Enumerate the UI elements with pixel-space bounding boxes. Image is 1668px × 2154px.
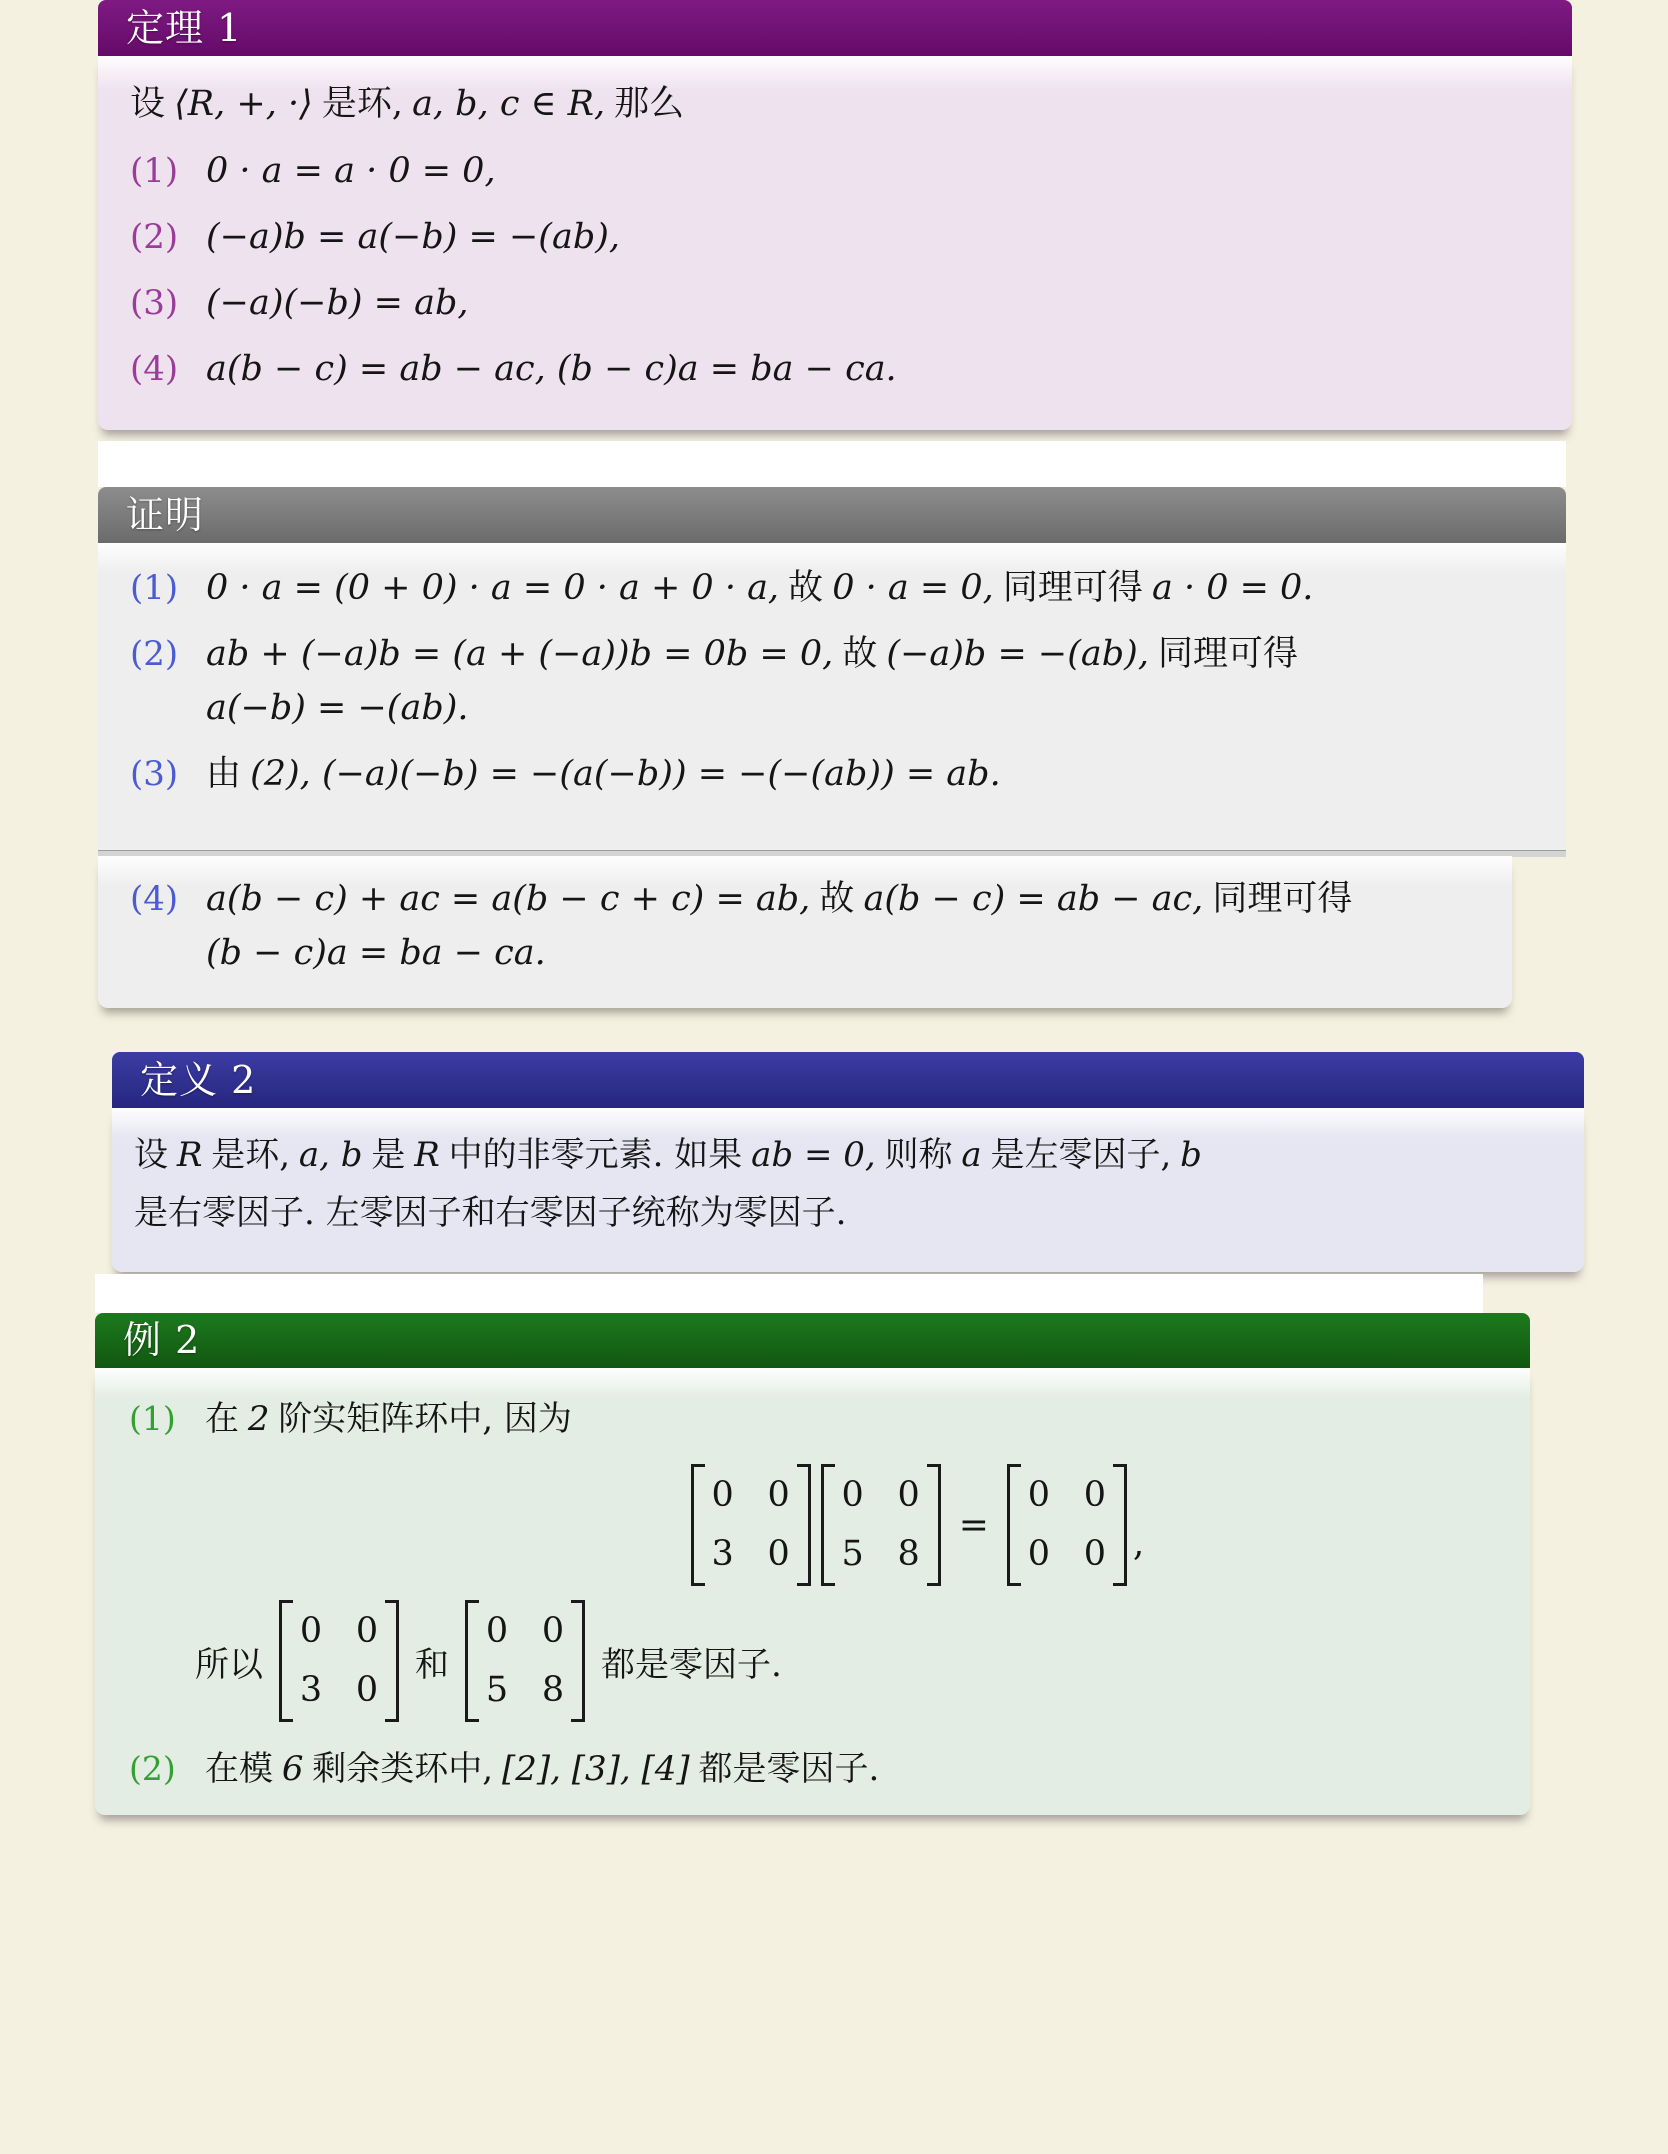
proof-block: [98, 487, 1566, 852]
equals-sign: =: [958, 1504, 989, 1546]
proof-item: [130, 627, 1536, 735]
conclusion-connector: 和: [415, 1644, 449, 1685]
item-text: a(b − c) + ac = a(b − c + c) = ab, 故 a(b − c) = ab − ac, 同理可得: [206, 879, 1353, 919]
matrix-b: [465, 1600, 585, 1722]
matrix-cell: 0: [355, 1670, 379, 1710]
item-text-continuation: a(−b) = −(ab).: [206, 688, 469, 728]
definition-body: [112, 1108, 1584, 1272]
proof-title: 证明: [126, 493, 205, 537]
item-text-continuation: (b − c)a = ba − ca.: [206, 933, 546, 973]
matrix-a: [691, 1464, 811, 1586]
definition-header: [112, 1052, 1584, 1108]
background-gap: [98, 441, 1566, 487]
matrix-cell: 0: [711, 1475, 734, 1515]
item-text: (−a)b = a(−b) = −(ab),: [206, 217, 621, 257]
item-number: (2): [129, 1749, 176, 1788]
proof-block-part2: [98, 856, 1512, 1008]
proof-item: [130, 561, 1536, 615]
theorem-block: [98, 0, 1572, 430]
item-text: (−a)(−b) = ab,: [206, 283, 469, 323]
example-item: [129, 1392, 1496, 1446]
definition-block: [112, 1052, 1584, 1272]
proof-body-part2: [98, 856, 1512, 1008]
item-number: (3): [130, 754, 179, 794]
theorem-header: [98, 0, 1572, 56]
matrix-a: [279, 1600, 399, 1722]
item-number: (1): [129, 1399, 176, 1438]
item-number: (2): [130, 217, 179, 257]
matrix-cell: 8: [897, 1534, 920, 1574]
matrix-cell: 0: [767, 1475, 790, 1515]
example-header: [95, 1313, 1530, 1368]
matrix-product: [1007, 1464, 1127, 1586]
example-block: [95, 1313, 1530, 1815]
item-number: (4): [130, 879, 179, 919]
matrix-cell: 0: [541, 1611, 565, 1651]
equation-row: [129, 1464, 1496, 1586]
matrix-cell: 0: [841, 1475, 864, 1515]
definition-line: 是右零因子. 左零因子和右零因子统称为零因子.: [134, 1193, 847, 1233]
matrix-cell: 0: [355, 1611, 379, 1651]
matrix-cell: 5: [485, 1670, 509, 1710]
theorem-item: [130, 144, 1542, 198]
example-title: 例 2: [123, 1318, 201, 1362]
conclusion-suffix: 都是零因子.: [601, 1644, 782, 1685]
matrix-cell: 0: [1027, 1475, 1050, 1515]
conclusion-prefix: 所以: [195, 1644, 263, 1685]
item-number: (1): [130, 568, 179, 608]
item-number: (2): [130, 634, 179, 674]
item-text: ab + (−a)b = (a + (−a))b = 0b = 0, 故 (−a)b = −(ab), 同理可得: [206, 634, 1299, 674]
matrix-cell: 0: [1083, 1534, 1106, 1574]
definition-line: 设 R 是环, a, b 是 R 中的非零元素. 如果 ab = 0, 则称 a 是左零因子, b: [134, 1135, 1202, 1175]
matrix-b: [821, 1464, 941, 1586]
matrix-cell: 3: [299, 1670, 323, 1710]
example-item: [129, 1742, 1496, 1796]
matrix-cell: 0: [485, 1611, 509, 1651]
theorem-intro: 设 ⟨R, +, ·⟩ 是环, a, b, c ∈ R, 那么: [130, 84, 685, 124]
theorem-title: 定理 1: [126, 6, 243, 50]
item-text: 由 (2), (−a)(−b) = −(a(−b)) = −(−(ab)) = ab.: [206, 754, 1001, 794]
item-text: 0 · a = (0 + 0) · a = 0 · a + 0 · a, 故 0 · a = 0, 同理可得 a · 0 = 0.: [206, 568, 1314, 608]
matrix-cell: 0: [897, 1475, 920, 1515]
item-number: (3): [130, 283, 179, 323]
theorem-item: [130, 210, 1542, 264]
matrix-cell: 0: [1027, 1534, 1050, 1574]
matrix-cell: 0: [299, 1611, 323, 1651]
item-number: (4): [130, 349, 179, 389]
item-text: 在 2 阶实矩阵环中, 因为: [205, 1399, 572, 1439]
equation-comma: ,: [1132, 1523, 1145, 1564]
example-body: [95, 1368, 1530, 1815]
theorem-body: [98, 56, 1572, 430]
matrix-cell: 0: [1083, 1475, 1106, 1515]
background-gap: [95, 1274, 1483, 1313]
proof-item: [130, 747, 1536, 801]
matrix-cell: 0: [767, 1534, 790, 1574]
matrix-cell: 8: [541, 1670, 565, 1710]
item-number: (1): [130, 151, 179, 191]
proof-body-part1: [98, 543, 1566, 852]
theorem-item: [130, 342, 1542, 396]
proof-item: [130, 872, 1482, 980]
definition-title: 定义 2: [140, 1058, 257, 1102]
item-text: 0 · a = a · 0 = 0,: [206, 151, 496, 191]
matrix-cell: 5: [841, 1534, 864, 1574]
matrix-cell: 3: [711, 1534, 734, 1574]
proof-header: [98, 487, 1566, 543]
theorem-item: [130, 276, 1542, 330]
conclusion-line: [195, 1600, 1496, 1722]
item-text: a(b − c) = ab − ac, (b − c)a = ba − ca.: [206, 349, 897, 389]
item-text: 在模 6 剩余类环中, [2], [3], [4] 都是零因子.: [205, 1749, 880, 1789]
